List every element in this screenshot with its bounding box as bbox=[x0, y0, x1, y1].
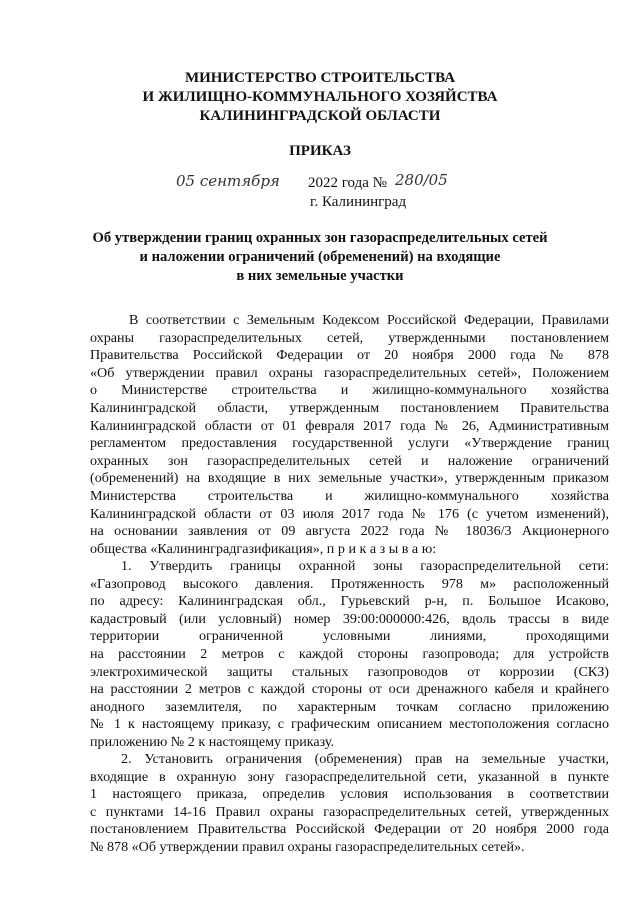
paragraph-line: Калининградской области, утвержденным постановлением Правительства bbox=[90, 399, 609, 416]
paragraph-line: приложению № 2 к настоящему приказу. bbox=[90, 733, 335, 750]
ministry-header bbox=[0, 69, 640, 126]
paragraph-line: охраны газораспределительных сетей, утвержденными постановлением bbox=[90, 329, 609, 346]
city-label: г. Калининград bbox=[310, 194, 407, 210]
paragraph-line: по адресу: Калининградская обл., Гурьевский р-н, п. Большое Исаково, bbox=[90, 593, 609, 610]
paragraph-line: общества «Калининградгазификация», п р и к а з ы в а ю: bbox=[90, 540, 437, 557]
paragraph-line: регламентом предоставления государственной услуги «Утверждение границ bbox=[90, 435, 609, 452]
paragraph-line: охранных зон газораспределительных сетей и наложение ограничений bbox=[90, 452, 609, 469]
paragraph-line: с пунктами 14-16 Правил охраны газораспределительных сетей, утвержденных bbox=[90, 803, 609, 820]
paragraph-line: № 1 к настоящему приказу, с графическим описанием местоположения согласно bbox=[90, 716, 609, 733]
preamble-paragraph bbox=[90, 312, 609, 558]
paragraph-line: (обременений) на входящие в них земельные участки», утвержденным приказом bbox=[90, 470, 609, 487]
paragraph-line: Калининградской области от 01 февраля 2017 года № 26, Административным bbox=[90, 417, 609, 434]
handwritten-date: 05 сентября bbox=[176, 172, 280, 190]
paragraph-line: В соответствии с Земельным Кодексом Российской Федерации, Правилами bbox=[129, 312, 609, 328]
subject-line: и наложении ограничений (обременений) на входящие bbox=[139, 249, 501, 265]
paragraph-line: на расстоянии 2 метров с каждой стороны газопровода; для устройств bbox=[90, 645, 609, 662]
paragraph-line: 1. Утвердить границы охранной зоны газораспределительной сети: bbox=[121, 558, 609, 574]
clause-1-paragraph bbox=[90, 558, 609, 752]
clause-2-paragraph bbox=[90, 751, 609, 857]
paragraph-line: входящие в охранную зону газораспределительной сети, указанной в пункте bbox=[90, 768, 609, 785]
paragraph-line: «Газопровод высокого давления. Протяженность 978 м» расположенный bbox=[90, 575, 609, 592]
paragraph-line: № 878 «Об утверждении правил охраны газораспределительных сетей». bbox=[90, 838, 525, 855]
paragraph-line: на расстоянии 2 метров с каждой стороны от оси дренажного кабеля и крайнего bbox=[90, 681, 609, 698]
paragraph-line: на основании заявления от 09 августа 2022 года № 18036/3 Акционерного bbox=[90, 523, 609, 540]
paragraph-line: территории ограниченной условными линиями, проходящими bbox=[90, 628, 609, 645]
ministry-line: И ЖИЛИЩНО-КОММУНАЛЬНОГО ХОЗЯЙСТВА bbox=[142, 89, 498, 105]
paragraph-line: анодного заземлителя, по характерным точкам согласно приложению bbox=[90, 698, 609, 715]
paragraph-line: Министерства строительства и жилищно-коммунального хозяйства bbox=[90, 487, 609, 504]
paragraph-line: Правительства Российской Федерации от 20 ноября 2000 года № 878 bbox=[90, 347, 609, 364]
paragraph-line: кадастровый (или условный) номер 39:00:000000:426, вдоль трассы в виде bbox=[90, 610, 609, 627]
printed-year-label: 2022 года № bbox=[308, 175, 387, 191]
document-subject bbox=[0, 229, 640, 286]
paragraph-line: «Об утверждении правил охраны газораспределительных сетей», Положением bbox=[90, 364, 609, 381]
paragraph-line: постановлением Правительства Российской Федерации от 20 ноября 2000 года bbox=[90, 821, 609, 838]
handwritten-order-number: 280/05 bbox=[395, 171, 448, 189]
paragraph-line: 2. Установить ограничения (обременения) прав на земельные участки, bbox=[121, 751, 609, 767]
document-type-title: ПРИКАЗ bbox=[289, 143, 351, 159]
paragraph-line: о Министерстве строительства и жилищно-коммунального хозяйства bbox=[90, 382, 609, 399]
paragraph-line: электрохимической защиты стальных газопроводов от коррозии (СКЗ) bbox=[90, 663, 609, 680]
subject-line: в них земельные участки bbox=[236, 268, 404, 284]
ministry-line: КАЛИНИНГРАДСКОЙ ОБЛАСТИ bbox=[199, 108, 441, 124]
subject-line: Об утверждении границ охранных зон газораспределительных сетей bbox=[92, 230, 548, 246]
paragraph-line: Калининградской области от 03 июля 2017 года № 176 (с учетом изменений), bbox=[90, 505, 609, 522]
ministry-line: МИНИСТЕРСТВО СТРОИТЕЛЬСТВА bbox=[184, 70, 456, 86]
paragraph-line: 1 настоящего приказа, определив условия использования в соответствии bbox=[90, 786, 609, 803]
